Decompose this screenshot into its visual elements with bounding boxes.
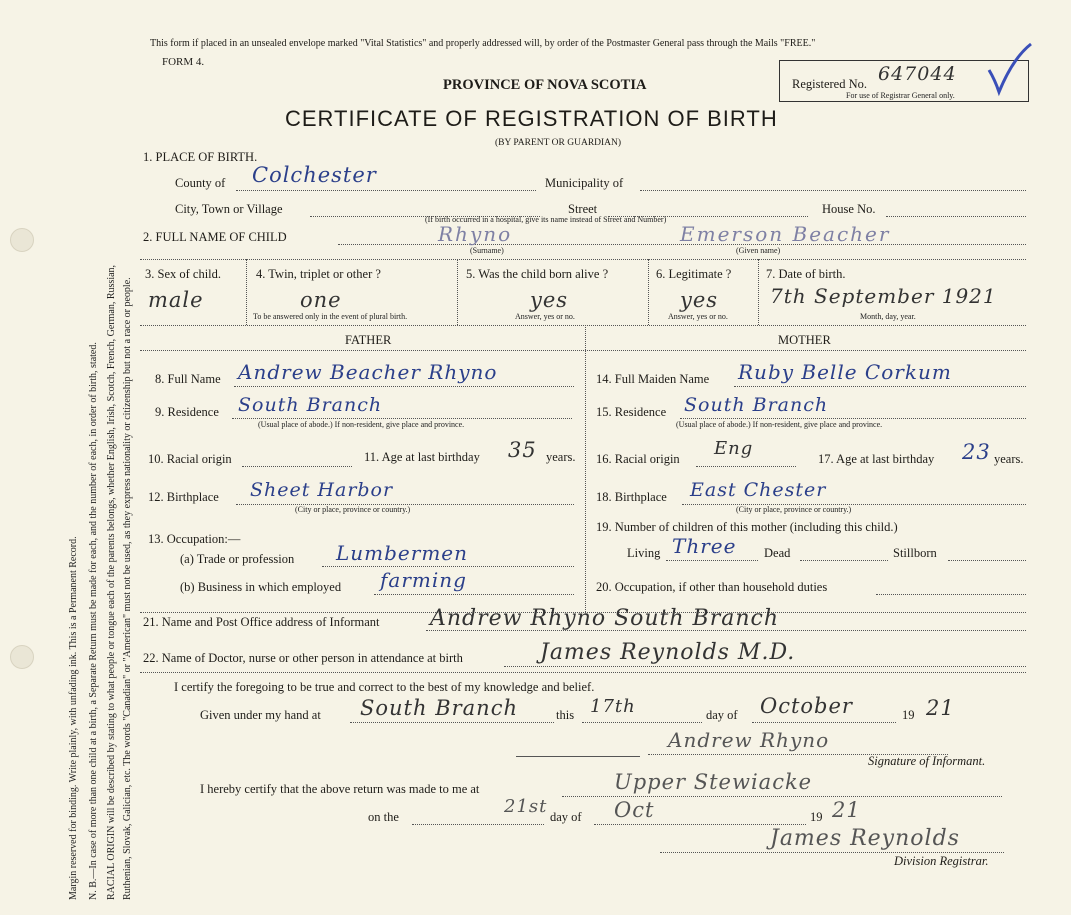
- mother-name-value: Ruby Belle Corkum: [738, 360, 952, 384]
- municipality-label: Municipality of: [545, 176, 624, 190]
- given-under-label: Given under my hand at: [200, 708, 321, 722]
- registrar-statement: I hereby certify that the above return was made to me at: [200, 782, 480, 796]
- mother-age-value: 23: [962, 440, 991, 464]
- house-label: House No.: [822, 202, 876, 216]
- living-label: Living: [627, 546, 661, 560]
- informant-signature-label: Signature of Informant.: [868, 754, 986, 768]
- registrar-day-value: 21st: [504, 796, 548, 817]
- registrar-place-value: Upper Stewiacke: [614, 770, 813, 794]
- informant-signature: Andrew Rhyno: [668, 728, 830, 752]
- trade-value: Lumbermen: [336, 541, 469, 565]
- business-value: farming: [380, 568, 467, 592]
- business-label: (b) Business in which employed: [180, 580, 342, 594]
- street-label: Street: [568, 202, 598, 216]
- form-number: FORM 4.: [162, 56, 205, 68]
- margin-note: N. B.—In case of more than one child at a birth, a Separate Return must be made for each, and the number of each, in order of birth, stated.: [88, 342, 99, 900]
- legitimate-label: 6. Legitimate ?: [656, 267, 732, 281]
- child-surname: Rhyno: [438, 222, 513, 246]
- certificate-subtitle: (BY PARENT OR GUARDIAN): [495, 138, 622, 148]
- alive-value: yes: [530, 288, 569, 312]
- mother-occupation-label: 20. Occupation, if other than household duties: [596, 580, 828, 594]
- margin-note: RACIAL ORIGIN will be described by stating to what people or tongue each of the parents belongs, whether English, Irish, Scotch, French, German, Russian,: [106, 264, 117, 900]
- mother-racial-label: 16. Racial origin: [596, 452, 680, 466]
- mother-residence-value: South Branch: [684, 394, 829, 416]
- mother-years-label: years.: [994, 452, 1024, 466]
- informant-label: 21. Name and Post Office address of Informant: [143, 615, 380, 629]
- this-label: this: [556, 708, 575, 722]
- registrar-year-prefix: 19: [810, 810, 823, 824]
- margin-note: Margin reserved for binding. Write plainly, with unfading ink. This is a Permanent Record.: [68, 536, 79, 900]
- father-residence-label: 9. Residence: [155, 405, 219, 419]
- hospital-note: (If birth occurred in a hospital, give its name instead of Street and Number): [425, 215, 667, 224]
- registrar-year-value: 21: [832, 798, 861, 822]
- binding-margin: [0, 0, 140, 915]
- mother-heading: MOTHER: [778, 333, 831, 347]
- certify-day-value: 17th: [590, 696, 636, 717]
- father-abode-note: (Usual place of abode.) If non-resident, give place and province.: [258, 420, 465, 429]
- trade-label: (a) Trade or profession: [180, 552, 295, 566]
- twin-label: 4. Twin, triplet or other ?: [256, 267, 381, 281]
- city-label: City, Town or Village: [175, 202, 283, 216]
- date-of-birth-value: 7th September 1921: [770, 284, 997, 308]
- certify-month-value: October: [760, 694, 853, 718]
- margin-note: Ruthenian, Slovak, Galician, etc. The words "Canadian" or "American" must not be used, as they express nationality or citizenship but not a race or people.: [122, 277, 133, 900]
- alive-label: 5. Was the child born alive ?: [466, 267, 609, 281]
- binding-hole: [10, 645, 34, 669]
- twin-note: To be answered only in the event of plural birth.: [253, 312, 408, 321]
- informant-value: Andrew Rhyno South Branch: [430, 606, 780, 631]
- mother-residence-label: 15. Residence: [596, 405, 667, 419]
- certificate-title: CERTIFICATE OF REGISTRATION OF BIRTH: [285, 106, 778, 131]
- legitimate-note: Answer, yes or no.: [668, 312, 728, 321]
- certify-year-prefix: 19: [902, 708, 915, 722]
- check-mark-icon: [985, 40, 1035, 100]
- children-count-label: 19. Number of children of this mother (including this child.): [596, 520, 898, 534]
- mother-birthplace-value: East Chester: [690, 479, 827, 501]
- mail-notice: This form if placed in an unsealed envelope marked "Vital Statistics" and properly addressed will, by order of the Postmaster General pass through the Mails "FREE.": [150, 38, 816, 49]
- county-label: County of: [175, 176, 226, 190]
- doctor-label: 22. Name of Doctor, nurse or other person in attendance at birth: [143, 651, 463, 665]
- father-age-label: 11. Age at last birthday: [364, 450, 480, 464]
- mother-abode-note: (Usual place of abode.) If non-resident, give place and province.: [676, 420, 883, 429]
- father-residence-value: South Branch: [238, 394, 383, 416]
- father-age-value: 35: [508, 438, 537, 462]
- registrar-month-value: Oct: [614, 798, 655, 822]
- mother-racial-value: Eng: [714, 438, 754, 459]
- child-name-label: 2. FULL NAME OF CHILD: [143, 230, 287, 244]
- mother-birthplace-label: 18. Birthplace: [596, 490, 667, 504]
- father-name-label: 8. Full Name: [155, 372, 221, 386]
- father-years-label: years.: [546, 450, 576, 464]
- registered-number: 647044: [878, 63, 957, 85]
- father-birthplace-note: (City or place, province or country.): [295, 505, 411, 514]
- place-of-birth-label: 1. PLACE OF BIRTH.: [143, 150, 258, 164]
- legitimate-value: yes: [680, 288, 719, 312]
- registered-label: Registered No.: [792, 77, 867, 91]
- registrar-on-label: on the: [368, 810, 399, 824]
- twin-value: one: [300, 288, 342, 312]
- surname-note: (Surname): [470, 246, 504, 255]
- given-place-value: South Branch: [360, 696, 518, 720]
- registrar-day-of-label: day of: [550, 810, 582, 824]
- stillborn-label: Stillborn: [893, 546, 937, 560]
- registrar-signature-label: Division Registrar.: [894, 854, 989, 868]
- sex-value: male: [148, 288, 204, 312]
- living-value: Three: [672, 534, 737, 558]
- child-given-name: Emerson Beacher: [680, 222, 891, 246]
- alive-note: Answer, yes or no.: [515, 312, 575, 321]
- registrar-signature: James Reynolds: [770, 826, 960, 851]
- certify-year-value: 21: [926, 696, 955, 720]
- mother-name-label: 14. Full Maiden Name: [596, 372, 710, 386]
- given-name-note: (Given name): [736, 246, 781, 255]
- dead-label: Dead: [764, 546, 791, 560]
- father-racial-label: 10. Racial origin: [148, 452, 232, 466]
- province-heading: PROVINCE OF NOVA SCOTIA: [443, 77, 647, 93]
- certify-day-of-label: day of: [706, 708, 738, 722]
- doctor-value: James Reynolds M.D.: [540, 640, 796, 665]
- sex-label: 3. Sex of child.: [145, 267, 222, 281]
- registered-note: For use of Registrar General only.: [846, 91, 955, 100]
- date-note: Month, day, year.: [860, 312, 916, 321]
- father-heading: FATHER: [345, 333, 392, 347]
- mother-birthplace-note: (City or place, province or country.): [736, 505, 852, 514]
- date-of-birth-label: 7. Date of birth.: [766, 267, 846, 281]
- father-name-value: Andrew Beacher Rhyno: [238, 360, 498, 384]
- mother-age-label: 17. Age at last birthday: [818, 452, 935, 466]
- binding-hole: [10, 228, 34, 252]
- county-value: Colchester: [252, 163, 377, 187]
- father-birthplace-value: Sheet Harbor: [250, 479, 394, 501]
- father-occupation-label: 13. Occupation:—: [148, 532, 241, 546]
- father-birthplace-label: 12. Birthplace: [148, 490, 219, 504]
- certify-statement: I certify the foregoing to be true and correct to the best of my knowledge and belief.: [174, 680, 595, 694]
